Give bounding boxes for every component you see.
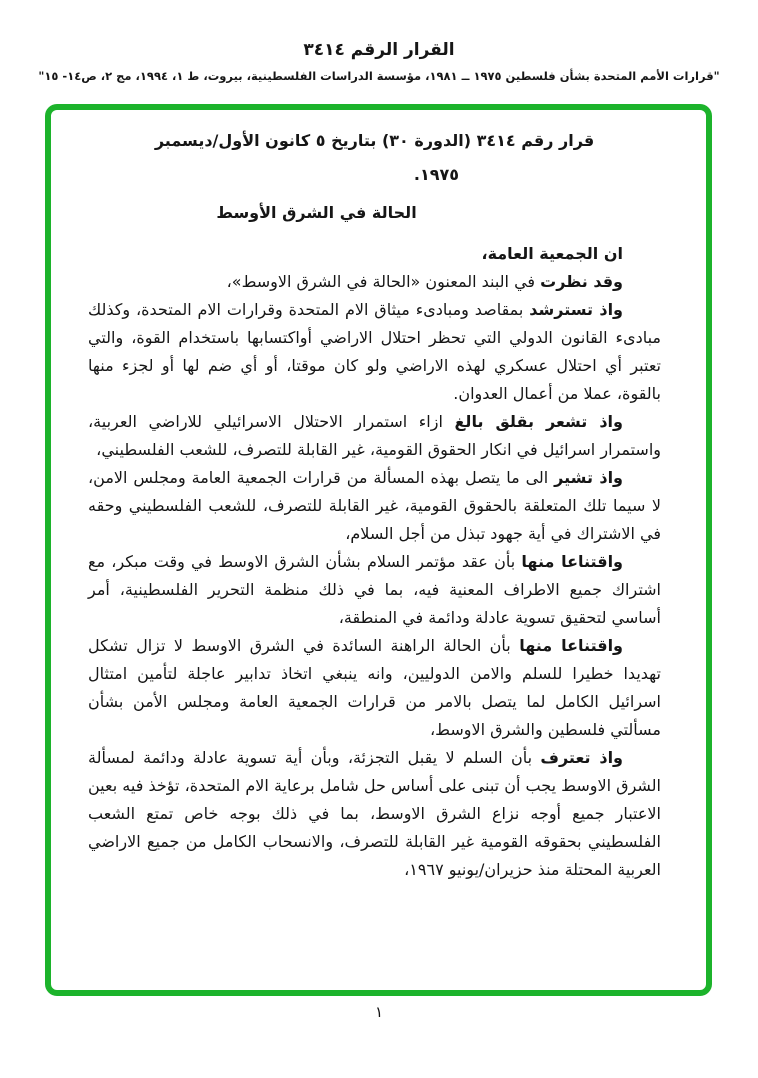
document-content <box>51 110 706 884</box>
paragraph-text: ازاء استمرار الاحتلال الاسرائيلي للاراضي العربية، واستمرار اسرائيل في انكار الحقوق القومية، غير القابلة للتصرف، للشعب الفلسطيني، <box>88 412 661 459</box>
paragraph-text: الى ما يتصل بهذه المسألة من قرارات الجمعية العامة ومجلس الامن، لا سيما تلك المتعلقة بالحقوق القومية، غير القابلة للتصرف، للشعب الفلسطيني وحقه في الاشتراك في أية جهود تبذل من أجل السلام، <box>88 468 661 543</box>
resolution-title-line2: ١٩٧٥. <box>413 165 460 184</box>
paragraph-text: بأن الحالة الراهنة السائدة في الشرق الاوسط لا تزال تشكل تهديدا خطيرا للسلم والامن الدوليين، وانه ينبغي اتخاذ تدابير عاجلة لتأمين امتثال اسرائيل الكامل لما يتصل بالامر من قرارات الجمعية العامة ومجلس الأمن بشأن مسألتي فلسطين والشرق الاوسط، <box>88 636 661 739</box>
paragraph-lead: وقد نظرت <box>540 272 623 291</box>
paragraph-lead: واقتناعا منها <box>521 552 623 571</box>
paragraph-preamble-2 <box>88 296 661 408</box>
paragraph-text: بأن السلم لا يقبل التجزئة، وبأن أية تسوية عادلة ودائمة لمسألة الشرق الاوسط يجب أن تبنى على أساس حل شامل برعاية الام المتحدة، تؤخذ فيه بعين الاعتبار جميع أوجه نزاع الشرق الاوسط، بما في ذلك بوجه خاص تمتع الشعب الفلسطيني بحقوقه القومية غير القابلة للتصرف، والانسحاب الكامل من جميع الاراضي العربية المحتلة منذ حزيران/يونيو ١٩٦٧، <box>88 748 661 879</box>
resolution-title-line1: قرار رقم ٣٤١٤ (الدورة ٣٠) بتاريخ ٥ كانون الأول/ديسمبر <box>154 131 595 150</box>
paragraph-lead: واذ تعترف <box>540 748 623 767</box>
resolution-heading: الحالة في الشرق الأوسط <box>216 203 417 222</box>
paragraph-lead: واذ تسترشد <box>529 300 624 319</box>
paragraph-preamble-0 <box>88 240 661 268</box>
paragraph-preamble-7 <box>88 744 661 884</box>
paragraph-preamble-3 <box>88 408 661 464</box>
resolution-number-title: القرار الرقم ٣٤١٤ <box>303 40 455 60</box>
paragraph-text: في البند المعنون «الحالة في الشرق الاوسط»، <box>226 272 541 291</box>
source-citation: "قرارات الأمم المتحدة بشأن فلسطين ١٩٧٥ ــ ١٩٨١، مؤسسة الدراسات الفلسطينية، بيروت، ط ١، ١٩٩٤، مج ٢، ص١٤- ١٥" <box>38 69 720 83</box>
paragraph-preamble-6 <box>88 632 661 744</box>
page-number: ١ <box>374 1003 384 1021</box>
paragraph-preamble-1 <box>88 268 661 296</box>
paragraph-lead: واقتناعا منها <box>519 636 624 655</box>
paragraph-lead: واذ تشير <box>554 468 623 487</box>
page-header <box>0 40 758 83</box>
page-footer <box>0 1003 758 1021</box>
document-box <box>45 104 712 996</box>
paragraph-lead: واذ تشعر بقلق بالغ <box>454 412 623 431</box>
paragraph-preamble-5 <box>88 548 661 632</box>
paragraph-preamble-4 <box>88 464 661 548</box>
paragraph-text: بمقاصد ومبادىء ميثاق الام المتحدة وقرارات الام المتحدة، وكذلك مبادىء القانون الدولي التي تحظر احتلال الاراضي أواكتسابها باستخدام القوة، والتي تعتبر أي احتلال عسكري لهذه الاراضي ولو كان موقتا، أو أي ضم لها أو لجزء منها بالقوة، عملا من أعمال العدوان. <box>88 300 661 403</box>
paragraph-lead: ان الجمعية العامة، <box>481 244 623 263</box>
paragraph-text: بأن عقد مؤتمر السلام بشأن الشرق الاوسط في وقت مبكر، مع اشتراك جميع الاطراف المعنية فيه، بما في ذلك منظمة التحرير الفلسطينية، أمر أساسي لتحقيق تسوية عادلة ودائمة في المنطقة، <box>88 552 661 627</box>
